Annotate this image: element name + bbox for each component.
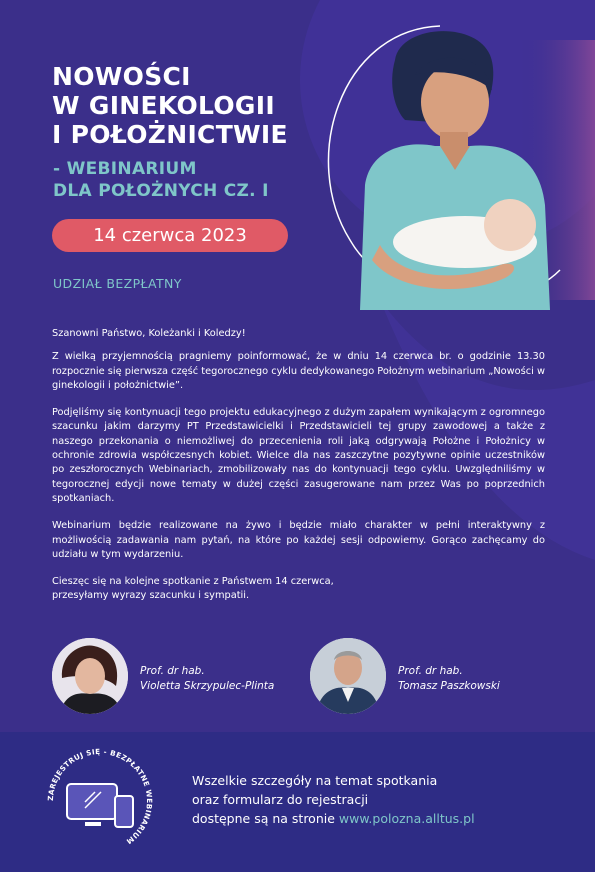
speaker-name-1 [140, 664, 274, 694]
closing: Cieszęc się na kolejne spotkanie z Państwem 14 czerwca, przesyłamy wyrazy szacunku i sympatii. [52, 576, 334, 602]
info-line [192, 809, 475, 828]
subtitle-line: - WEBINARIUM [53, 159, 197, 179]
page-subtitle [53, 158, 269, 202]
title-line: NOWOŚCI [52, 62, 191, 91]
letter-body [52, 327, 545, 617]
info-line: oraz formularz do rejestracji [192, 792, 369, 807]
speaker-photo-paszkowski [310, 638, 386, 714]
badge-text: ZAREJESTRUJ SIĘ - BEZPŁATNE WEBINARIUM [45, 746, 155, 847]
greeting: Szanowni Państwo, Koleżanki i Koledzy! [52, 328, 246, 339]
speaker-title: Prof. dr hab. [140, 665, 205, 677]
info-line: Wszelkie szczegóły na temat spotkania [192, 773, 438, 788]
page-title [52, 62, 288, 149]
paragraph-intro: Z wielką przyjemnością pragniemy poinformować, że w dniu 14 czerwca br. o godzinie 13.30 rozpocznie się pierwsza część tegorocznego cyklu dedykowanego Położnym webinarium „Nowości w ginekologii i położnictwie”. [52, 351, 545, 391]
date-badge: 14 czerwca 2023 [52, 219, 288, 252]
speaker-name-2 [398, 664, 500, 694]
free-participation-label: UDZIAŁ BEZPŁATNY [53, 276, 182, 291]
info-text: dostępne są na stronie [192, 811, 335, 826]
paragraph-continuation: Podjęliśmy się kontynuacji tego projektu edukacyjnego z dużym zapałem wynikającym z ogromnego szacunku jakim darzymy PT Przedstawicielki i Przedstawicieli tej grupy zawodowej a także z naszego przekonania o niemożliwej do przecenienia roli jaką odgrywają Położne i Położnicy w ochronie zdrowia współczesnych kobiet. Wielce dla nas zaszczytne pozytywne opinie uczestników po zeszłorocznych Webinariach, zmobilizowały nas do kontynuacji tego cyklu. Uwzględniliśmy w tegorocznej edycji nowe tematy w dużej części zasugerowane nam przez Was po poprzednich spotkaniach. [52, 407, 545, 504]
monitor-and-phone-icon [67, 784, 133, 827]
speaker-title: Prof. dr hab. [398, 665, 463, 677]
nurse-holding-baby-illustration [300, 20, 595, 310]
registration-info [192, 771, 475, 828]
title-line: W GINEKOLOGII [52, 91, 275, 120]
register-badge[interactable] [37, 738, 163, 864]
speaker-full-name: Tomasz Paszkowski [398, 680, 500, 692]
subtitle-line: DLA POŁOŻNYCH CZ. I [53, 181, 269, 201]
paragraph-format: Webinarium będzie realizowane na żywo i będzie miało charakter w pełni interaktywny z możliwością zadawania nam pytań, na które po każdej sesji odpowiemy. Gorąco zachęcamy do udziału w tym wydarzeniu. [52, 520, 545, 560]
website-link[interactable]: www.polozna.alltus.pl [338, 811, 475, 826]
title-line: I POŁOŻNICTWIE [52, 120, 288, 149]
speaker-photo-skrzypulec [52, 638, 128, 714]
speaker-full-name: Violetta Skrzypulec-Plinta [140, 680, 275, 692]
